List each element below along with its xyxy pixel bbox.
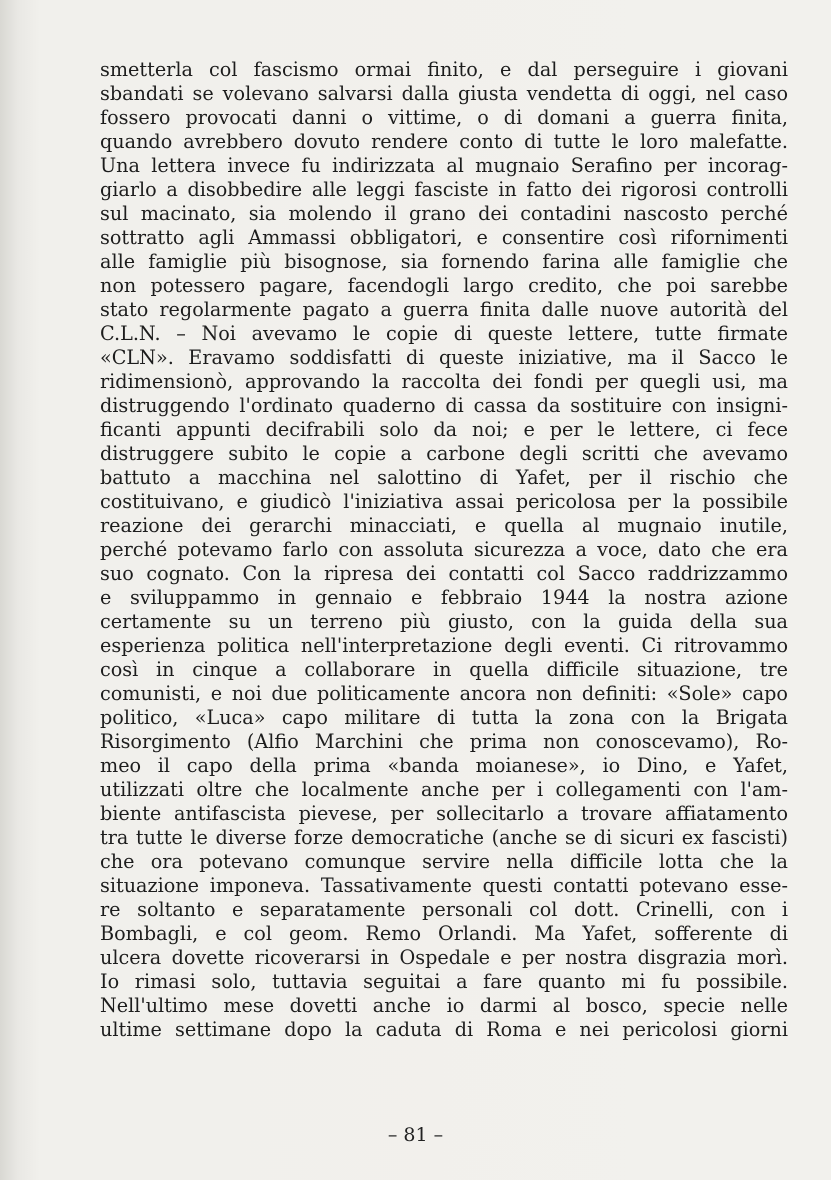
text-line: meo il capo della prima «banda moianese», io Dino, e Yafet, bbox=[100, 754, 788, 777]
text-line: C.L.N. – Noi avevamo le copie di queste lettere, tutte firmate bbox=[100, 322, 788, 345]
text-line: «CLN». Eravamo soddisfatti di queste iniziative, ma il Sacco le bbox=[100, 346, 788, 369]
text-line: fossero provocati danni o vittime, o di domani a guerra finita, bbox=[100, 106, 788, 129]
text-line: Nell'ultimo mese dovetti anche io darmi al bosco, specie nelle bbox=[100, 994, 788, 1017]
text-line: Risorgimento (Alfio Marchini che prima non conoscevamo), Ro- bbox=[100, 730, 788, 753]
text-line: Una lettera invece fu indirizzata al mugnaio Serafino per incorag- bbox=[100, 154, 788, 177]
body-text bbox=[100, 58, 788, 1042]
text-line: re soltanto e separatamente personali col dott. Crinelli, con i bbox=[100, 898, 788, 921]
text-line: giarlo a disobbedire alle leggi fasciste in fatto dei rigorosi controlli bbox=[100, 178, 788, 201]
text-line: costituivano, e giudicò l'iniziativa assai pericolosa per la possibile bbox=[100, 490, 788, 513]
text-line: certamente su un terreno più giusto, con la guida della sua bbox=[100, 610, 788, 633]
page-number: – 81 – bbox=[387, 1124, 444, 1146]
text-line: battuto a macchina nel salottino di Yafet, per il rischio che bbox=[100, 466, 788, 489]
text-line: suo cognato. Con la ripresa dei contatti col Sacco raddrizzammo bbox=[100, 562, 788, 585]
text-line: non potessero pagare, facendogli largo credito, che poi sarebbe bbox=[100, 274, 788, 297]
text-line: Bombagli, e col geom. Remo Orlandi. Ma Yafet, sofferente di bbox=[100, 922, 788, 945]
text-line: sbandati se volevano salvarsi dalla giusta vendetta di oggi, nel caso bbox=[100, 82, 788, 105]
text-line: perché potevamo farlo con assoluta sicurezza a voce, dato che era bbox=[100, 538, 788, 561]
text-line: ficanti appunti decifrabili solo da noi; e per le lettere, ci fece bbox=[100, 418, 788, 441]
text-line: biente antifascista pievese, per sollecitarlo a trovare affiatamento bbox=[100, 802, 788, 825]
text-line: stato regolarmente pagato a guerra finita dalle nuove autorità del bbox=[100, 298, 788, 321]
text-line: reazione dei gerarchi minacciati, e quella al mugnaio inutile, bbox=[100, 514, 788, 537]
text-line: quando avrebbero dovuto rendere conto di tutte le loro malefatte. bbox=[100, 130, 788, 153]
text-line: sul macinato, sia molendo il grano dei contadini nascosto perché bbox=[100, 202, 788, 225]
text-line: tra tutte le diverse forze democratiche (anche se di sicuri ex fascisti) bbox=[100, 826, 788, 849]
text-line: e sviluppammo in gennaio e febbraio 1944 la nostra azione bbox=[100, 586, 788, 609]
text-line: ultime settimane dopo la caduta di Roma e nei pericolosi giorni bbox=[100, 1018, 788, 1041]
text-line: così in cinque a collaborare in quella difficile situazione, tre bbox=[100, 658, 788, 681]
text-line: comunisti, e noi due politicamente ancora non definiti: «Sole» capo bbox=[100, 682, 788, 705]
text-line: ulcera dovette ricoverarsi in Ospedale e per nostra disgrazia morì. bbox=[100, 946, 788, 969]
text-line: che ora potevano comunque servire nella difficile lotta che la bbox=[100, 850, 788, 873]
text-line: politico, «Luca» capo militare di tutta la zona con la Brigata bbox=[100, 706, 788, 729]
text-line: alle famiglie più bisognose, sia fornendo farina alle famiglie che bbox=[100, 250, 788, 273]
text-line: distruggendo l'ordinato quaderno di cassa da sostituire con insigni- bbox=[100, 394, 788, 417]
text-line: sottratto agli Ammassi obbligatori, e consentire così rifornimenti bbox=[100, 226, 788, 249]
text-line: situazione imponeva. Tassativamente questi contatti potevano esse- bbox=[100, 874, 788, 897]
text-line: distruggere subito le copie a carbone degli scritti che avevamo bbox=[100, 442, 788, 465]
text-line: ridimensionò, approvando la raccolta dei fondi per quegli usi, ma bbox=[100, 370, 788, 393]
text-line: esperienza politica nell'interpretazione degli eventi. Ci ritrovammo bbox=[100, 634, 788, 657]
text-line: utilizzati oltre che localmente anche per i collegamenti con l'am- bbox=[100, 778, 788, 801]
text-line: Io rimasi solo, tuttavia seguitai a fare quanto mi fu possibile. bbox=[100, 970, 788, 993]
text-line: smetterla col fascismo ormai finito, e dal perseguire i giovani bbox=[100, 58, 788, 81]
